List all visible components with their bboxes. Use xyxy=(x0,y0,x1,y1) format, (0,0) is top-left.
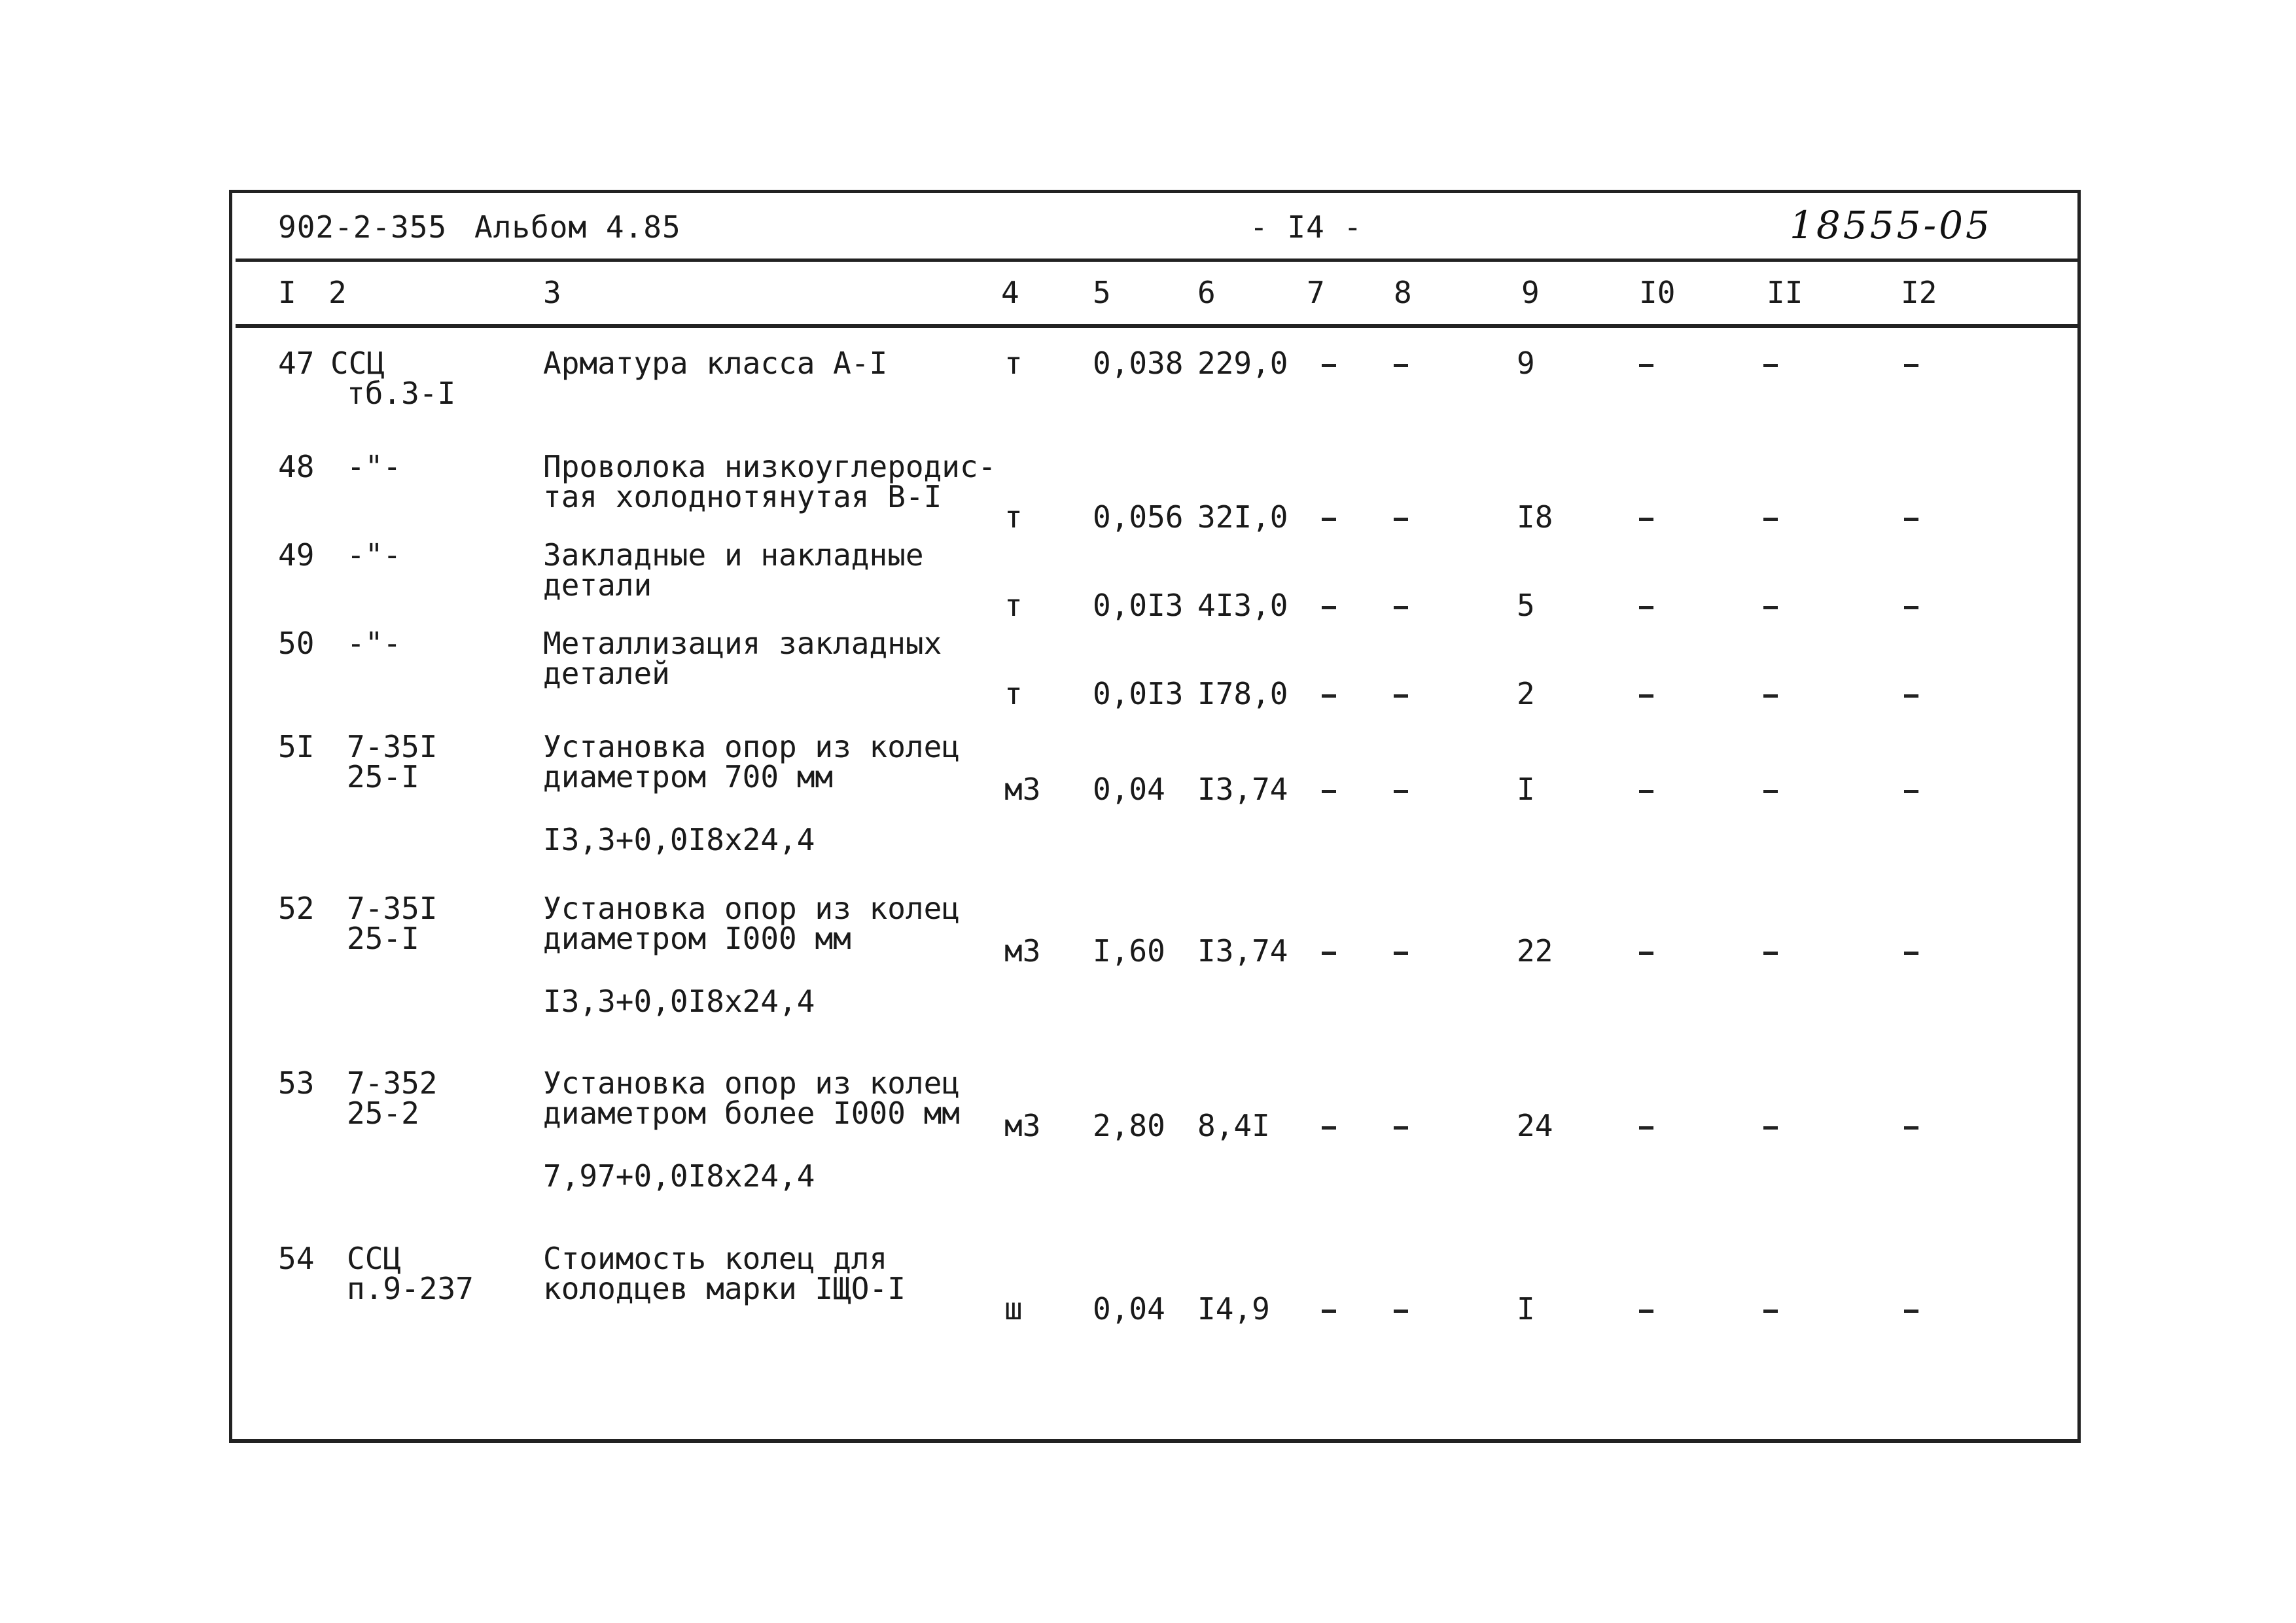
col-header-9: 9 xyxy=(1521,275,1540,310)
row-reference: 7-35I xyxy=(347,891,438,926)
row-reference: ССЦ xyxy=(347,1241,402,1276)
row-column-9: I xyxy=(1517,1291,1535,1327)
row-description: Проволока низкоуглеродис- xyxy=(543,449,997,484)
row-reference-sub: 25-2 xyxy=(347,1096,419,1131)
row-description-line2: диаметром I000 мм xyxy=(543,921,851,956)
row-quantity: 0,0I3 xyxy=(1093,676,1184,711)
row-number: 49 xyxy=(278,537,315,573)
col-7-dash xyxy=(1322,952,1336,955)
col-12-dash xyxy=(1904,952,1918,955)
row-quantity: 2,80 xyxy=(1093,1108,1165,1143)
col-12-dash xyxy=(1904,1126,1918,1130)
document-code: 902-2-355 xyxy=(278,209,448,245)
row-number: 48 xyxy=(278,449,315,484)
col-7-dash xyxy=(1322,790,1336,793)
row-reference-sub: 25-I xyxy=(347,759,419,794)
row-reference: -"- xyxy=(347,537,402,573)
album-label: Альбом 4.85 xyxy=(474,209,681,245)
row-formula: I3,3+0,0I8х24,4 xyxy=(543,822,815,857)
col-12-dash xyxy=(1904,694,1918,698)
col-8-dash xyxy=(1394,1126,1408,1130)
row-description: Установка опор из колец xyxy=(543,891,960,926)
col-10-dash xyxy=(1639,1310,1653,1313)
col-7-dash xyxy=(1322,606,1336,609)
row-description-line2: диаметром 700 мм xyxy=(543,759,834,794)
col-header-12: I2 xyxy=(1901,275,1937,310)
row-price: 229,0 xyxy=(1197,346,1288,381)
row-price: I3,74 xyxy=(1197,772,1288,807)
row-reference-sub: 25-I xyxy=(347,921,419,956)
row-description: Стоимость колец для xyxy=(543,1241,888,1276)
row-description-line2: тая холоднотянутая В-I xyxy=(543,479,942,514)
row-quantity: 0,056 xyxy=(1093,499,1184,535)
row-unit: т xyxy=(1004,588,1023,623)
row-column-9: 22 xyxy=(1517,933,1553,969)
col-10-dash xyxy=(1639,790,1653,793)
row-description-line2: деталей xyxy=(543,656,670,691)
row-description: Арматура класса А-I xyxy=(543,346,888,381)
col-12-dash xyxy=(1904,518,1918,521)
col-12-dash xyxy=(1904,790,1918,793)
row-column-9: I xyxy=(1517,772,1535,807)
col-header-1: I xyxy=(278,275,296,310)
col-11-dash xyxy=(1763,694,1778,698)
col-8-dash xyxy=(1394,364,1408,367)
col-8-dash xyxy=(1394,790,1408,793)
col-11-dash xyxy=(1763,1126,1778,1130)
col-11-dash xyxy=(1763,790,1778,793)
row-quantity: 0,04 xyxy=(1093,772,1165,807)
row-description: Металлизация закладных xyxy=(543,626,942,661)
row-column-9: 24 xyxy=(1517,1108,1553,1143)
row-number: 5I xyxy=(278,729,315,764)
col-7-dash xyxy=(1322,364,1336,367)
row-unit: т xyxy=(1004,676,1023,711)
row-reference: 7-35I xyxy=(347,729,438,764)
row-reference: 7-352 xyxy=(347,1065,438,1101)
row-quantity: I,60 xyxy=(1093,933,1165,969)
row-formula: 7,97+0,0I8х24,4 xyxy=(543,1158,815,1194)
col-11-dash xyxy=(1763,606,1778,609)
col-11-dash xyxy=(1763,1310,1778,1313)
col-12-dash xyxy=(1904,606,1918,609)
row-price: I78,0 xyxy=(1197,676,1288,711)
col-8-dash xyxy=(1394,606,1408,609)
col-7-dash xyxy=(1322,694,1336,698)
col-header-6: 6 xyxy=(1197,275,1216,310)
row-description: Установка опор из колец xyxy=(543,729,960,764)
row-reference: -"- xyxy=(347,449,402,484)
col-10-dash xyxy=(1639,694,1653,698)
row-unit: т xyxy=(1004,346,1023,381)
col-10-dash xyxy=(1639,606,1653,609)
row-price: 4I3,0 xyxy=(1197,588,1288,623)
row-description-line2: детали xyxy=(543,567,652,603)
row-unit: м3 xyxy=(1004,772,1041,807)
row-quantity: 0,0I3 xyxy=(1093,588,1184,623)
row-reference-sub: п.9-237 xyxy=(347,1271,474,1306)
row-number: 53 xyxy=(278,1065,315,1101)
row-unit: м3 xyxy=(1004,1108,1041,1143)
header-rule xyxy=(236,259,2077,262)
col-header-3: 3 xyxy=(543,275,561,310)
row-column-9: 5 xyxy=(1517,588,1535,623)
col-11-dash xyxy=(1763,518,1778,521)
col-header-2: 2 xyxy=(328,275,347,310)
col-8-dash xyxy=(1394,1310,1408,1313)
col-7-dash xyxy=(1322,1310,1336,1313)
col-10-dash xyxy=(1639,518,1653,521)
col-header-11: II xyxy=(1767,275,1803,310)
row-price: I3,74 xyxy=(1197,933,1288,969)
col-header-4: 4 xyxy=(1001,275,1019,310)
page-number: - I4 - xyxy=(1250,209,1363,245)
handwritten-stamp: 18555-05 xyxy=(1790,203,1992,247)
col-header-5: 5 xyxy=(1093,275,1111,310)
row-column-9: 2 xyxy=(1517,676,1535,711)
row-reference-sub: тб.3-I xyxy=(347,376,456,411)
col-header-8: 8 xyxy=(1394,275,1412,310)
column-header-rule xyxy=(236,324,2077,328)
row-column-9: I8 xyxy=(1517,499,1553,535)
row-description-line2: колодцев марки IЩО-I xyxy=(543,1271,906,1306)
row-reference: -"- xyxy=(347,626,402,661)
row-description: Установка опор из колец xyxy=(543,1065,960,1101)
row-formula: I3,3+0,0I8х24,4 xyxy=(543,984,815,1019)
row-unit: м3 xyxy=(1004,933,1041,969)
col-8-dash xyxy=(1394,952,1408,955)
row-number: 50 xyxy=(278,626,315,661)
row-reference: ССЦ xyxy=(330,346,385,381)
row-number: 47 xyxy=(278,346,315,381)
row-price: I4,9 xyxy=(1197,1291,1270,1327)
col-12-dash xyxy=(1904,1310,1918,1313)
col-header-10: I0 xyxy=(1639,275,1676,310)
row-unit: т xyxy=(1004,499,1023,535)
row-number: 54 xyxy=(278,1241,315,1276)
col-10-dash xyxy=(1639,364,1653,367)
row-column-9: 9 xyxy=(1517,346,1535,381)
col-11-dash xyxy=(1763,364,1778,367)
row-price: 8,4I xyxy=(1197,1108,1270,1143)
row-description-line2: диаметром более I000 мм xyxy=(543,1096,960,1131)
col-11-dash xyxy=(1763,952,1778,955)
col-7-dash xyxy=(1322,518,1336,521)
col-10-dash xyxy=(1639,1126,1653,1130)
row-description: Закладные и накладные xyxy=(543,537,924,573)
col-8-dash xyxy=(1394,694,1408,698)
row-number: 52 xyxy=(278,891,315,926)
row-unit: ш xyxy=(1004,1291,1023,1327)
col-7-dash xyxy=(1322,1126,1336,1130)
row-quantity: 0,04 xyxy=(1093,1291,1165,1327)
row-quantity: 0,038 xyxy=(1093,346,1184,381)
col-12-dash xyxy=(1904,364,1918,367)
row-price: 32I,0 xyxy=(1197,499,1288,535)
col-10-dash xyxy=(1639,952,1653,955)
col-header-7: 7 xyxy=(1307,275,1325,310)
col-8-dash xyxy=(1394,518,1408,521)
